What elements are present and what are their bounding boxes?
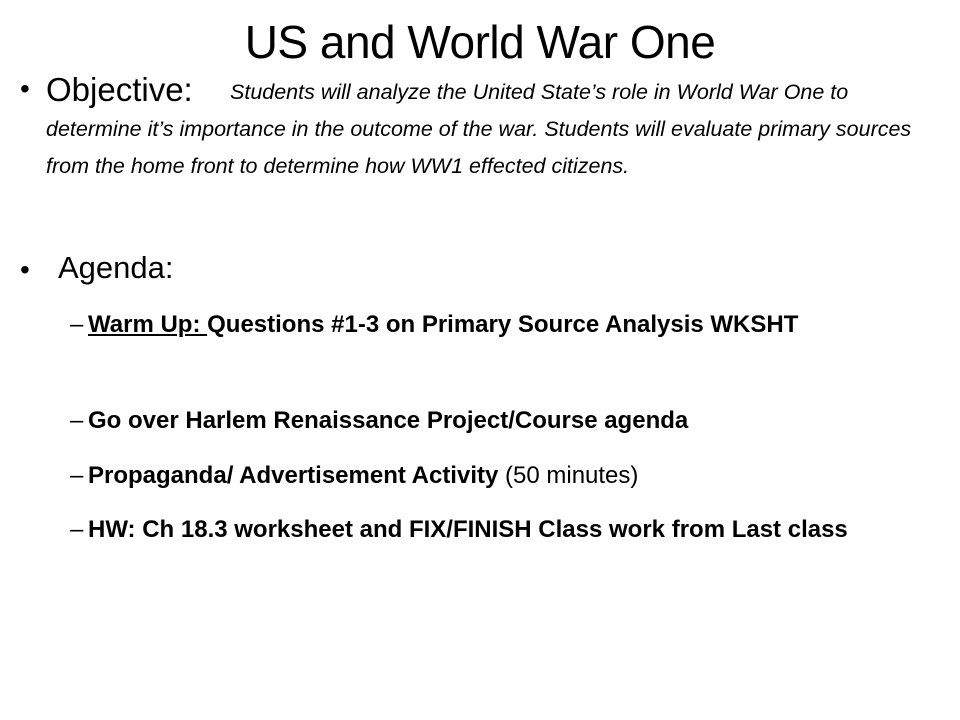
dash-icon: –	[70, 462, 84, 489]
agenda-item-bold: HW: Ch 18.3 worksheet and FIX/FINISH Class work from Last class	[88, 516, 848, 543]
dash-icon: –	[70, 516, 84, 543]
agenda-item-bold: Questions #1-3 on Primary Source Analysis WKSHT	[207, 311, 799, 338]
agenda-item	[70, 308, 950, 341]
objective-text: Students will analyze the United State’s role in World War One to determine it’s importance in the outcome of the war. Students will evaluate primary sources from the home front to determine how WW1 effected citizens.	[46, 80, 912, 178]
agenda-label: Agenda:	[58, 250, 174, 285]
agenda-item	[70, 459, 950, 492]
objective-label: Objective:	[46, 71, 193, 108]
agenda-item-plain: (50 minutes)	[498, 462, 639, 489]
dash-icon: –	[70, 311, 84, 338]
dash-icon: –	[70, 407, 84, 434]
agenda-item-text	[88, 308, 950, 341]
agenda-item-text	[88, 459, 950, 492]
bullet-icon: •	[20, 73, 30, 104]
agenda-item-bold: Propaganda/ Advertisement Activity	[88, 462, 499, 489]
agenda-item-text	[88, 513, 950, 546]
agenda-item	[70, 404, 950, 437]
agenda-item	[70, 513, 950, 546]
slide-title: US and World War One	[244, 16, 716, 68]
agenda-item-underlined: Warm Up:	[88, 311, 208, 338]
agenda-item-bold: Go over Harlem Renaissance Project/Course agenda	[88, 407, 689, 434]
bullet-icon: •	[20, 254, 30, 285]
agenda-item-text	[88, 404, 950, 437]
